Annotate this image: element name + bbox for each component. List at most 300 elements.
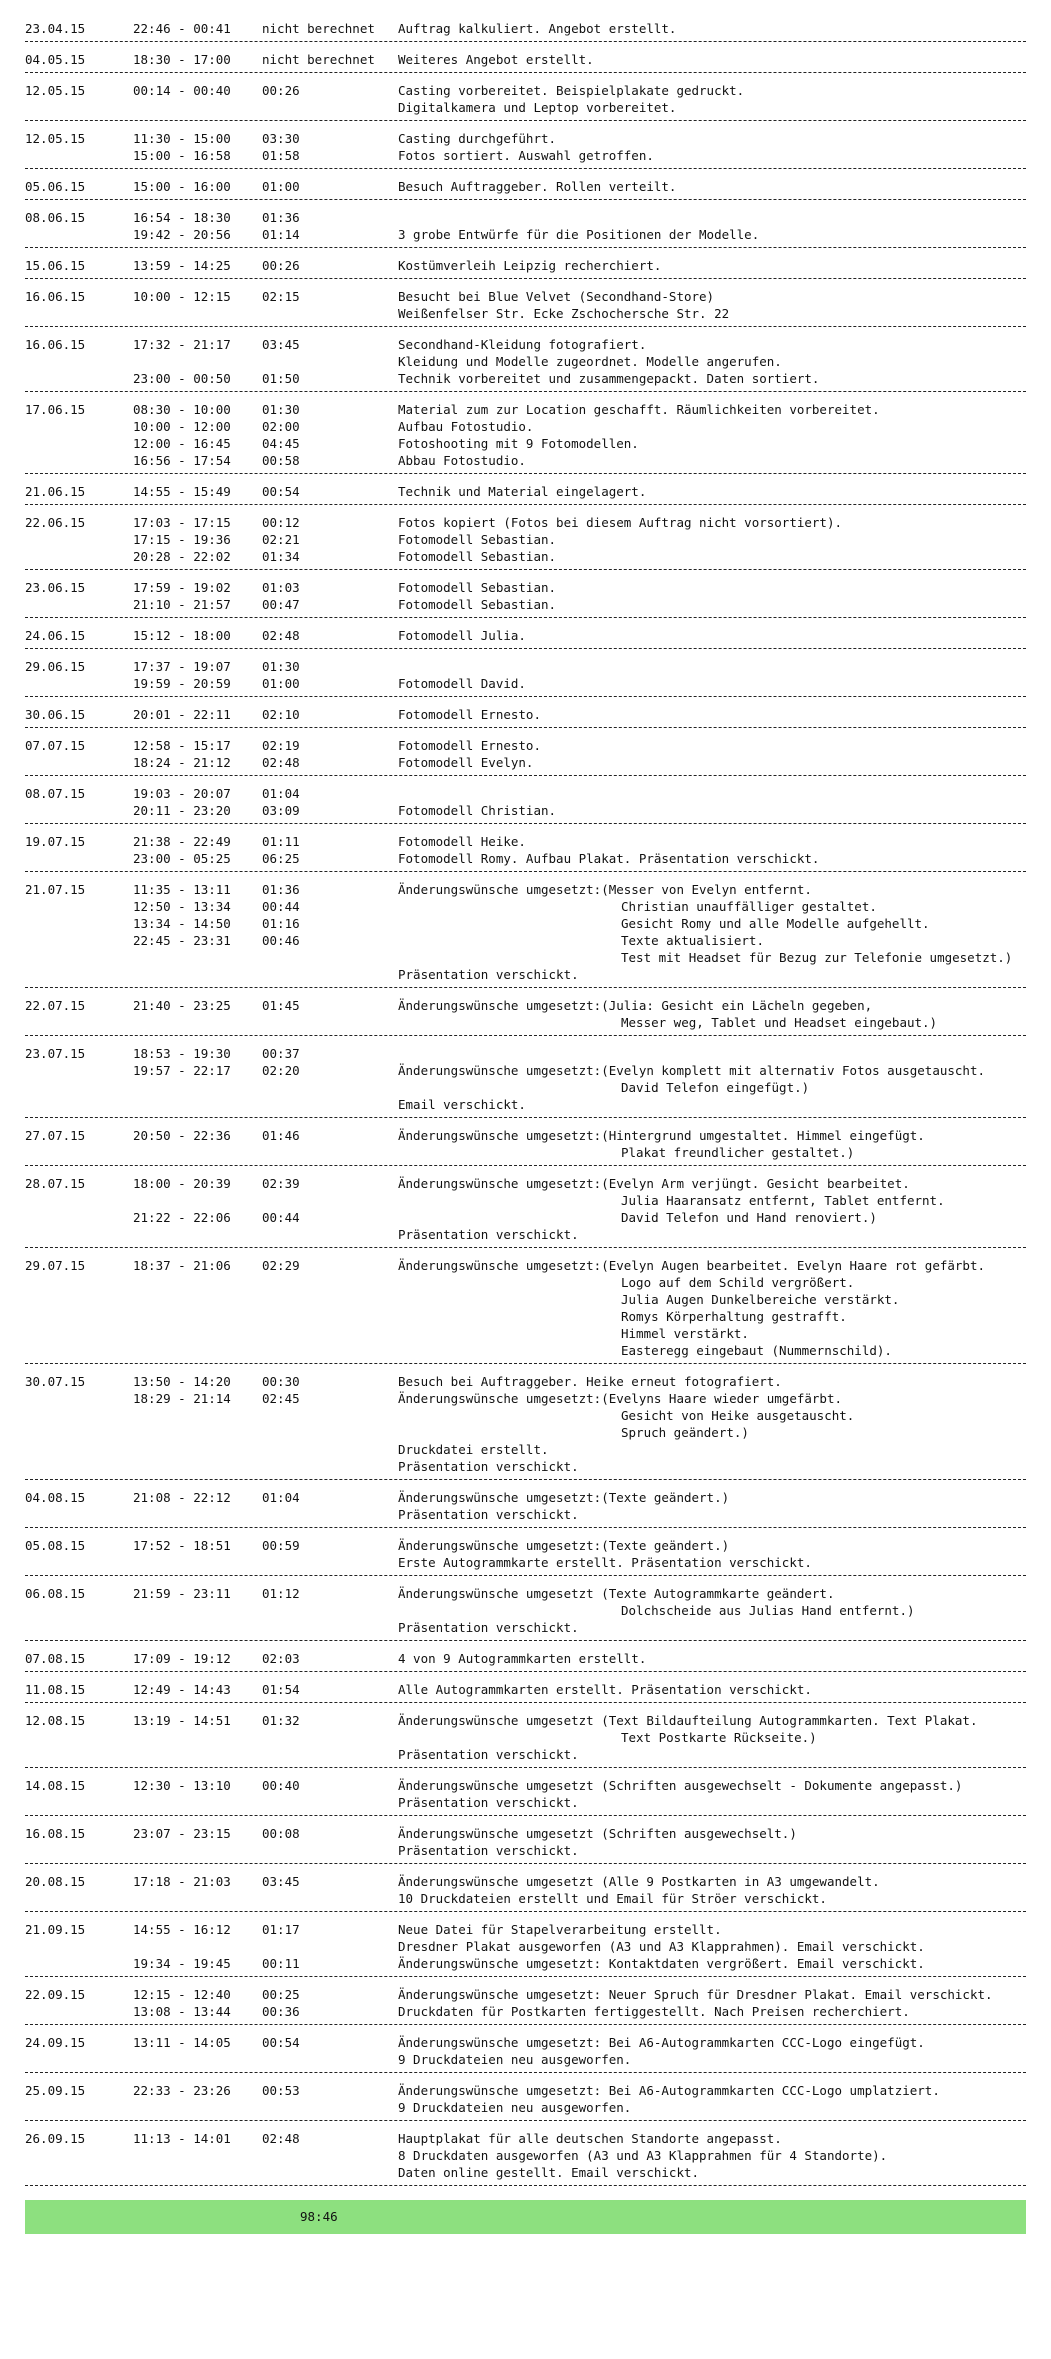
description: Casting durchgeführt. (398, 131, 557, 146)
log-entry-body (25, 881, 1026, 987)
description: Secondhand-Kleidung fotografiert. (398, 337, 647, 352)
entry-date: 29.07.15 (25, 1258, 86, 1273)
log-line (25, 1308, 1026, 1325)
log-line (25, 514, 1026, 531)
log-entry (25, 1703, 1026, 1768)
log-entry-body (25, 1873, 1026, 1911)
description-continued: Julia Augen Dunkelbereiche verstärkt. (621, 1292, 900, 1307)
log-entry-body (25, 706, 1026, 727)
description: Fotomodell Sebastian. (398, 549, 557, 564)
time-range: 15:00 - 16:58 (133, 148, 231, 163)
time-range: 22:45 - 23:31 (133, 933, 231, 948)
log-line (25, 1373, 1026, 1390)
time-range: 11:35 - 13:11 (133, 882, 231, 897)
description: Aufbau Fotostudio. (398, 419, 534, 434)
log-line (25, 1650, 1026, 1667)
entry-date: 16.06.15 (25, 337, 86, 352)
description: Änderungswünsche umgesetzt (Schriften ausgewechselt.) (398, 1826, 797, 1841)
duration: 01:50 (262, 371, 300, 386)
log-entry (25, 649, 1026, 697)
log-entry (25, 1912, 1026, 1977)
description-continued: Text Postkarte Rückseite.) (621, 1730, 817, 1745)
description: Fotos sortiert. Auswahl getroffen. (398, 148, 654, 163)
log-line (25, 1127, 1026, 1144)
description: Druckdatei erstellt. (398, 1442, 549, 1457)
description: Präsentation verschickt. (398, 1795, 579, 1810)
entry-date: 22.07.15 (25, 998, 86, 1013)
log-line (25, 531, 1026, 548)
time-range: 20:11 - 23:20 (133, 803, 231, 818)
entry-date: 24.06.15 (25, 628, 86, 643)
time-range: 12:30 - 13:10 (133, 1778, 231, 1793)
entry-date: 30.06.15 (25, 707, 86, 722)
description-continued: Christian unauffälliger gestaltet. (621, 899, 877, 914)
log-line (25, 898, 1026, 915)
log-line (25, 1274, 1026, 1291)
entry-date: 27.07.15 (25, 1128, 86, 1143)
description: 3 grobe Entwürfe für die Positionen der Modelle. (398, 227, 760, 242)
log-entry (25, 728, 1026, 776)
time-range: 20:28 - 22:02 (133, 549, 231, 564)
duration: 01:36 (262, 210, 300, 225)
entry-date: 22.06.15 (25, 515, 86, 530)
entry-date: 04.08.15 (25, 1490, 86, 1505)
duration: 02:00 (262, 419, 300, 434)
log-line (25, 1144, 1026, 1161)
log-entry (25, 1118, 1026, 1166)
log-line (25, 706, 1026, 723)
log-entry (25, 1816, 1026, 1864)
description-continued: Julia Haaransatz entfernt, Tablet entfernt. (621, 1193, 945, 1208)
description: Präsentation verschickt. (398, 1459, 579, 1474)
time-range: 17:15 - 19:36 (133, 532, 231, 547)
time-range: 20:50 - 22:36 (133, 1128, 231, 1143)
duration: 00:44 (262, 1210, 300, 1225)
time-range: 10:00 - 12:15 (133, 289, 231, 304)
log-line (25, 1537, 1026, 1554)
time-range: 16:56 - 17:54 (133, 453, 231, 468)
description: Fotos kopiert (Fotos bei diesem Auftrag nicht vorsortiert). (398, 515, 843, 530)
description: Präsentation verschickt. (398, 1620, 579, 1635)
time-range: 17:32 - 21:17 (133, 337, 231, 352)
log-line (25, 418, 1026, 435)
log-line (25, 1729, 1026, 1746)
log-line (25, 1585, 1026, 1602)
log-entry (25, 1480, 1026, 1528)
entry-date: 17.06.15 (25, 402, 86, 417)
description-continued: Gesicht Romy und alle Modelle aufgehellt. (621, 916, 930, 931)
log-entry-body (25, 579, 1026, 617)
log-line (25, 2082, 1026, 2099)
log-entry (25, 988, 1026, 1036)
duration: 00:30 (262, 1374, 300, 1389)
duration: 00:54 (262, 2035, 300, 2050)
entry-date: 08.06.15 (25, 210, 86, 225)
time-range: 13:11 - 14:05 (133, 2035, 231, 2050)
log-line (25, 1325, 1026, 1342)
log-entry (25, 1768, 1026, 1816)
entry-date: 24.09.15 (25, 2035, 86, 2050)
duration: 02:10 (262, 707, 300, 722)
duration: 01:11 (262, 834, 300, 849)
log-line (25, 1777, 1026, 1794)
log-entry (25, 1864, 1026, 1912)
duration: 01:00 (262, 179, 300, 194)
duration: 00:44 (262, 899, 300, 914)
log-entry-body (25, 336, 1026, 391)
description: Weiteres Angebot erstellt. (398, 52, 594, 67)
time-range: 23:07 - 23:15 (133, 1826, 231, 1841)
log-entry (25, 1166, 1026, 1248)
log-entry (25, 505, 1026, 570)
log-line (25, 401, 1026, 418)
entry-date: 15.06.15 (25, 258, 86, 273)
log-entry-body (25, 1585, 1026, 1640)
log-line (25, 1342, 1026, 1359)
log-line (25, 20, 1026, 37)
time-range: 19:57 - 22:17 (133, 1063, 231, 1078)
entry-date: 14.08.15 (25, 1778, 86, 1793)
duration: 02:29 (262, 1258, 300, 1273)
log-line (25, 1424, 1026, 1441)
description-continued: David Telefon und Hand renoviert.) (621, 1210, 877, 1225)
description-continued: Texte aktualisiert. (621, 933, 764, 948)
description: Fotomodell Sebastian. (398, 532, 557, 547)
log-entry-body (25, 627, 1026, 648)
time-range: 21:38 - 22:49 (133, 834, 231, 849)
time-range: 13:19 - 14:51 (133, 1713, 231, 1728)
duration: 01:34 (262, 549, 300, 564)
time-range: 12:50 - 13:34 (133, 899, 231, 914)
entry-date: 12.05.15 (25, 83, 86, 98)
entry-date: 05.08.15 (25, 1538, 86, 1553)
description: Technik und Material eingelagert. (398, 484, 647, 499)
description: 9 Druckdateien neu ausgeworfen. (398, 2100, 632, 2115)
log-entry-body (25, 1257, 1026, 1363)
description: Änderungswünsche umgesetzt: Bei A6-Autogrammkarten CCC-Logo umplatziert. (398, 2083, 940, 2098)
log-line (25, 51, 1026, 68)
duration: 00:26 (262, 258, 300, 273)
duration: 00:46 (262, 933, 300, 948)
log-entry (25, 1576, 1026, 1641)
description: Änderungswünsche umgesetzt:(Hintergrund umgestaltet. Himmel eingefügt. (398, 1128, 925, 1143)
duration: 01:58 (262, 148, 300, 163)
entry-date: 20.08.15 (25, 1874, 86, 1889)
log-line (25, 1602, 1026, 1619)
duration: 01:14 (262, 227, 300, 242)
log-entry-body (25, 257, 1026, 278)
log-entry (25, 697, 1026, 728)
duration: 01:03 (262, 580, 300, 595)
time-range: 21:40 - 23:25 (133, 998, 231, 1013)
description: Daten online gestellt. Email verschickt. (398, 2165, 700, 2180)
duration: 01:45 (262, 998, 300, 1013)
log-line (25, 1014, 1026, 1031)
time-range: 17:03 - 17:15 (133, 515, 231, 530)
duration: 00:59 (262, 1538, 300, 1553)
log-entry-body (25, 483, 1026, 504)
entry-date: 21.06.15 (25, 484, 86, 499)
log-line (25, 2130, 1026, 2147)
log-entry (25, 1036, 1026, 1118)
log-line (25, 658, 1026, 675)
time-range: 13:50 - 14:20 (133, 1374, 231, 1389)
description: Neue Datei für Stapelverarbeitung erstellt. (398, 1922, 722, 1937)
log-line (25, 1681, 1026, 1698)
duration: 01:00 (262, 676, 300, 691)
duration: 02:39 (262, 1176, 300, 1191)
description: Fotomodell Sebastian. (398, 597, 557, 612)
description: Änderungswünsche umgesetzt (Alle 9 Postkarten in A3 umgewandelt. (398, 1874, 880, 1889)
log-line (25, 2164, 1026, 2181)
duration: 06:25 (262, 851, 300, 866)
description-continued: Messer weg, Tablet und Headset eingebaut.) (621, 1015, 938, 1030)
duration: 03:30 (262, 131, 300, 146)
log-entry (25, 73, 1026, 121)
total-duration: 98:46 (300, 2209, 338, 2224)
log-line (25, 336, 1026, 353)
entry-date: 21.07.15 (25, 882, 86, 897)
time-range: 11:13 - 14:01 (133, 2131, 231, 2146)
log-entry (25, 20, 1026, 42)
description-continued: David Telefon eingefügt.) (621, 1080, 810, 1095)
time-range: 18:29 - 21:14 (133, 1391, 231, 1406)
log-line (25, 785, 1026, 802)
entry-date: 28.07.15 (25, 1176, 86, 1191)
log-entry-body (25, 1045, 1026, 1117)
duration: 01:54 (262, 1682, 300, 1697)
description: Fotomodell Romy. Aufbau Plakat. Präsentation verschickt. (398, 851, 820, 866)
time-range: 20:01 - 22:11 (133, 707, 231, 722)
log-line (25, 1938, 1026, 1955)
entry-date: 23.07.15 (25, 1046, 86, 1061)
duration: 00:12 (262, 515, 300, 530)
entry-date: 29.06.15 (25, 659, 86, 674)
log-line (25, 881, 1026, 898)
log-entry-body (25, 785, 1026, 823)
log-line (25, 850, 1026, 867)
log-entry-body (25, 833, 1026, 871)
description: Erste Autogrammkarte erstellt. Präsentation verschickt. (398, 1555, 812, 1570)
log-entry-body (25, 1777, 1026, 1815)
log-entry (25, 1672, 1026, 1703)
time-range: 11:30 - 15:00 (133, 131, 231, 146)
log-line (25, 802, 1026, 819)
description: Änderungswünsche umgesetzt: Kontaktdaten vergrößert. Email verschickt. (398, 1956, 925, 1971)
time-range: 21:10 - 21:57 (133, 597, 231, 612)
log-entry-body (25, 130, 1026, 168)
total-bar (25, 2200, 1026, 2234)
entry-date: 12.05.15 (25, 131, 86, 146)
description: Auftrag kalkuliert. Angebot erstellt. (398, 21, 677, 36)
entry-date: 11.08.15 (25, 1682, 86, 1697)
log-entry-body (25, 1650, 1026, 1671)
log-entry (25, 1364, 1026, 1480)
entry-date: 23.06.15 (25, 580, 86, 595)
description: Fotoshooting mit 9 Fotomodellen. (398, 436, 639, 451)
description: Fotomodell Evelyn. (398, 755, 534, 770)
duration: 03:09 (262, 803, 300, 818)
log-entry-body (25, 1712, 1026, 1767)
entry-date: 25.09.15 (25, 2083, 86, 2098)
duration: 02:48 (262, 755, 300, 770)
log-entry-body (25, 1921, 1026, 1976)
log-line (25, 1045, 1026, 1062)
log-line (25, 1062, 1026, 1079)
log-entry (25, 2121, 1026, 2186)
log-line (25, 1842, 1026, 1859)
log-line (25, 2099, 1026, 2116)
time-range: 13:34 - 14:50 (133, 916, 231, 931)
log-entry (25, 618, 1026, 649)
log-line (25, 1794, 1026, 1811)
time-range: 17:59 - 19:02 (133, 580, 231, 595)
description: Änderungswünsche umgesetzt (Schriften ausgewechselt - Dokumente angepasst.) (398, 1778, 963, 1793)
entry-date: 12.08.15 (25, 1713, 86, 1728)
entry-date: 06.08.15 (25, 1586, 86, 1601)
log-line (25, 1291, 1026, 1308)
description-continued: Logo auf dem Schild vergrößert. (621, 1275, 855, 1290)
log-line (25, 82, 1026, 99)
entry-date: 08.07.15 (25, 786, 86, 801)
log-line (25, 1489, 1026, 1506)
log-line (25, 452, 1026, 469)
log-line (25, 1096, 1026, 1113)
duration: 02:15 (262, 289, 300, 304)
description: Weißenfelser Str. Ecke Zschochersche Str. 22 (398, 306, 730, 321)
duration: 03:45 (262, 337, 300, 352)
description: 10 Druckdateien erstellt und Email für Ströer verschickt. (398, 1891, 827, 1906)
time-range: 17:37 - 19:07 (133, 659, 231, 674)
log-line (25, 737, 1026, 754)
time-range: 12:58 - 15:17 (133, 738, 231, 753)
log-entry-body (25, 737, 1026, 775)
log-line (25, 1458, 1026, 1475)
time-range: 08:30 - 10:00 (133, 402, 231, 417)
duration: 00:08 (262, 1826, 300, 1841)
log-entry-body (25, 2082, 1026, 2120)
log-entry (25, 200, 1026, 248)
entry-date: 21.09.15 (25, 1922, 86, 1937)
time-range: 23:00 - 05:25 (133, 851, 231, 866)
log-line (25, 226, 1026, 243)
description: Änderungswünsche umgesetzt:(Evelyns Haare wieder umgefärbt. (398, 1391, 843, 1406)
description: Änderungswünsche umgesetzt:(Evelyn Augen bearbeitet. Evelyn Haare rot gefärbt. (398, 1258, 985, 1273)
time-range: 12:49 - 14:43 (133, 1682, 231, 1697)
log-line (25, 932, 1026, 949)
log-entry-body (25, 1175, 1026, 1247)
log-entry-body (25, 1537, 1026, 1575)
log-entry-body (25, 82, 1026, 120)
entry-date: 16.06.15 (25, 289, 86, 304)
log-entry-body (25, 2034, 1026, 2072)
log-line (25, 1873, 1026, 1890)
duration: 02:48 (262, 2131, 300, 2146)
entry-date: 05.06.15 (25, 179, 86, 194)
entry-date: 04.05.15 (25, 52, 86, 67)
time-log (25, 0, 1026, 2186)
entry-date: 26.09.15 (25, 2131, 86, 2146)
log-entry-body (25, 1373, 1026, 1479)
time-range: 19:34 - 19:45 (133, 1956, 231, 1971)
description: Änderungswünsche umgesetzt:(Texte geändert.) (398, 1538, 730, 1553)
description: 9 Druckdateien neu ausgeworfen. (398, 2052, 632, 2067)
log-line (25, 579, 1026, 596)
duration: 01:04 (262, 1490, 300, 1505)
description: Kostümverleih Leipzig recherchiert. (398, 258, 662, 273)
log-line (25, 833, 1026, 850)
time-range: 15:12 - 18:00 (133, 628, 231, 643)
log-entry (25, 474, 1026, 505)
description: Fotomodell Ernesto. (398, 738, 541, 753)
log-line (25, 1390, 1026, 1407)
log-line (25, 1192, 1026, 1209)
log-entry-body (25, 997, 1026, 1035)
time-range: 14:55 - 16:12 (133, 1922, 231, 1937)
time-range: 10:00 - 12:00 (133, 419, 231, 434)
time-range: 19:03 - 20:07 (133, 786, 231, 801)
time-range: 12:00 - 16:45 (133, 436, 231, 451)
time-range: 22:33 - 23:26 (133, 2083, 231, 2098)
description: Präsentation verschickt. (398, 1507, 579, 1522)
time-range: 17:18 - 21:03 (133, 1874, 231, 1889)
log-line (25, 1079, 1026, 1096)
description: Änderungswünsche umgesetzt:(Messer von Evelyn entfernt. (398, 882, 812, 897)
duration: 03:45 (262, 1874, 300, 1889)
log-entry (25, 776, 1026, 824)
duration: 00:53 (262, 2083, 300, 2098)
duration: 00:54 (262, 484, 300, 499)
log-line (25, 178, 1026, 195)
description: Fotomodell David. (398, 676, 526, 691)
entry-date: 30.07.15 (25, 1374, 86, 1389)
description-continued: Plakat freundlicher gestaltet.) (621, 1145, 855, 1160)
description: Fotomodell Julia. (398, 628, 526, 643)
description-continued: Romys Körperhaltung gestrafft. (621, 1309, 847, 1324)
entry-date: 22.09.15 (25, 1987, 86, 2002)
duration: 01:04 (262, 786, 300, 801)
log-line (25, 1890, 1026, 1907)
time-range: 18:53 - 19:30 (133, 1046, 231, 1061)
duration: 02:19 (262, 738, 300, 753)
duration: 04:45 (262, 436, 300, 451)
log-entry-body (25, 178, 1026, 199)
log-entry-body (25, 1489, 1026, 1527)
duration: 00:36 (262, 2004, 300, 2019)
time-range: 19:42 - 20:56 (133, 227, 231, 242)
time-range: 13:59 - 14:25 (133, 258, 231, 273)
time-range: 17:09 - 19:12 (133, 1651, 231, 1666)
log-line (25, 1955, 1026, 1972)
duration: 01:30 (262, 659, 300, 674)
description: Hauptplakat für alle deutschen Standorte angepasst. (398, 2131, 782, 2146)
time-range: 17:52 - 18:51 (133, 1538, 231, 1553)
log-entry (25, 42, 1026, 73)
log-entry (25, 570, 1026, 618)
log-line (25, 1986, 1026, 2003)
description: Abbau Fotostudio. (398, 453, 526, 468)
entry-date: 23.04.15 (25, 21, 86, 36)
duration: nicht berechnet (262, 21, 375, 36)
description-continued: Test mit Headset für Bezug zur Telefonie umgesetzt.) (621, 950, 1013, 965)
log-line (25, 1257, 1026, 1274)
description-continued: Dolchscheide aus Julias Hand entfernt.) (621, 1603, 915, 1618)
description: Fotomodell Sebastian. (398, 580, 557, 595)
log-entry-body (25, 514, 1026, 569)
description-continued: Gesicht von Heike ausgetauscht. (621, 1408, 855, 1423)
description: Präsentation verschickt. (398, 1227, 579, 1242)
log-line (25, 1712, 1026, 1729)
